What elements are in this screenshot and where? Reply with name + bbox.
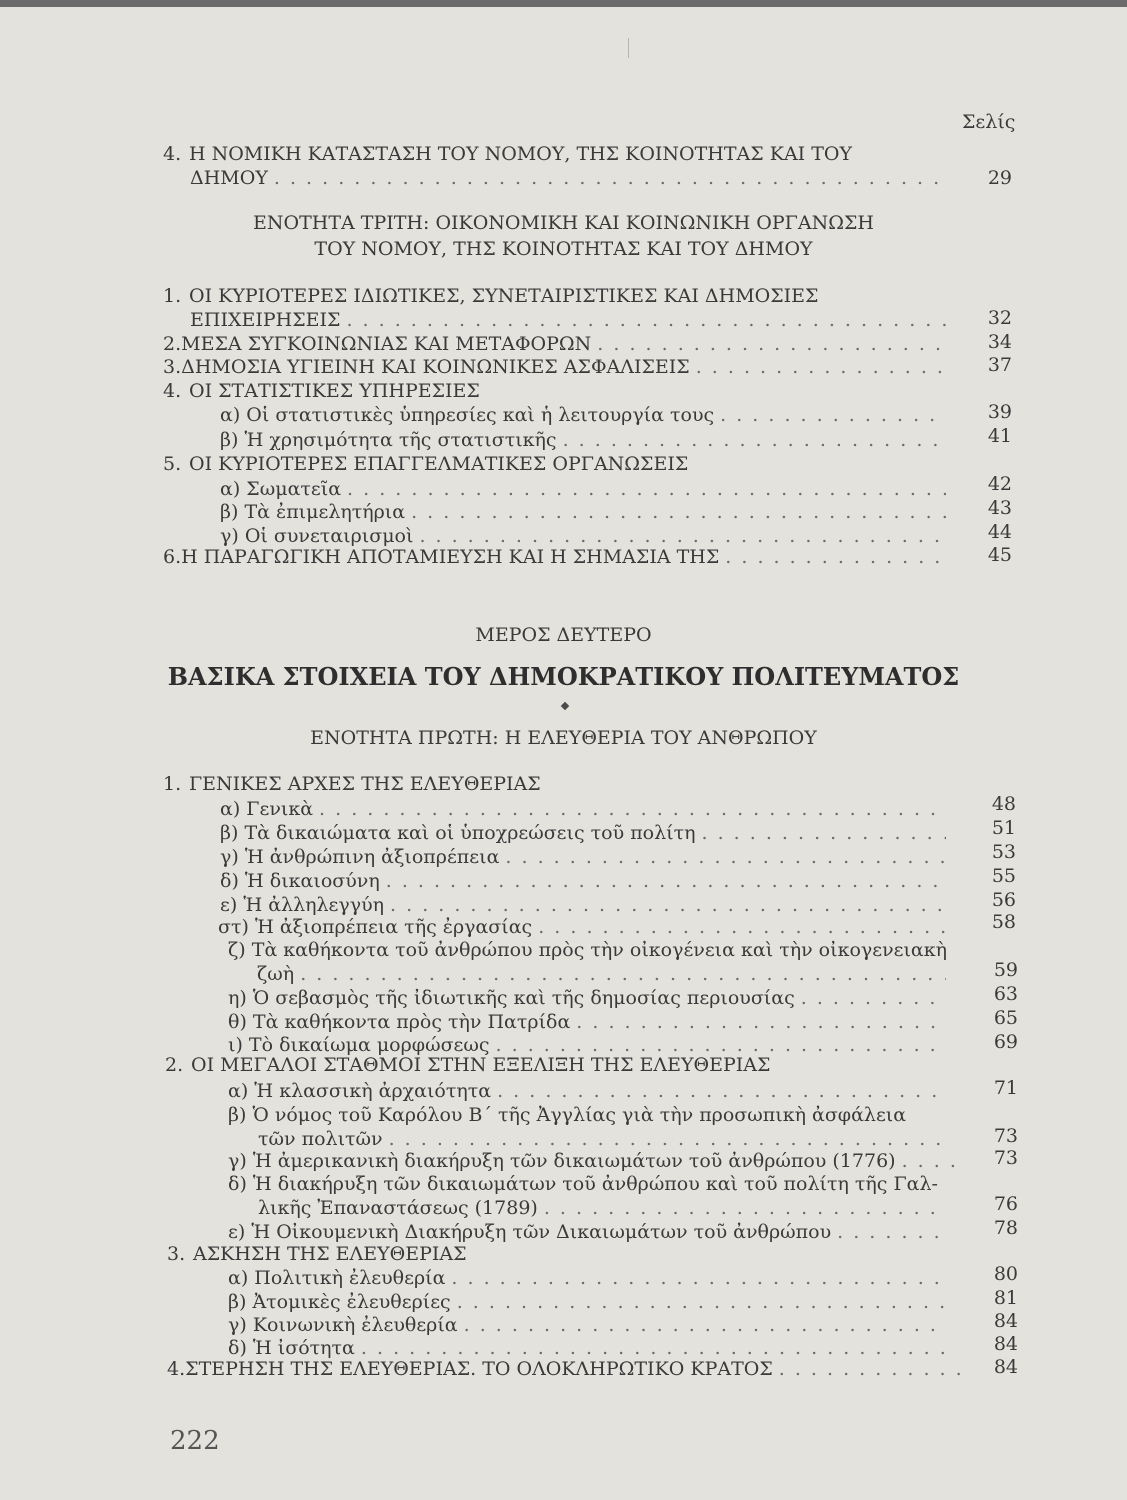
toc-subitem: β) Τὰ ἐπιμελητήρια . . . xyxy=(220,500,950,524)
toc-subitem-line2: λικῆς Ἐπαναστάσεως (1789) . . . xyxy=(258,1196,950,1220)
toc-subitem: β) Ἀτομικὲς ἐλευθερίες . . . xyxy=(228,1290,950,1314)
toc-subitem: α) Γενικὰ . . . xyxy=(220,797,950,821)
toc-page-number: 44 xyxy=(987,521,1012,543)
toc-subitem: δ) Ἡ ἰσότητα . . . xyxy=(228,1336,950,1360)
toc-page-number: 65 xyxy=(993,1007,1018,1029)
toc-page-number: 45 xyxy=(987,544,1012,566)
toc-subitem-line1: δ) Ἡ διακήρυξη τῶν δικαιωμάτων τοῦ ἀνθρώπου καὶ τοῦ πολίτη τῆς Γαλ- xyxy=(228,1173,938,1195)
toc-page-number: 63 xyxy=(993,983,1018,1005)
toc-subitem-line1: β) Ὁ νόμος τοῦ Καρόλου Β΄ τῆς Ἀγγλίας γιὰ τὴν προσωπικὴ ἀσφάλεια xyxy=(228,1104,907,1126)
toc-subitem: η) Ὁ σεβασμὸς τῆς ἰδιωτικῆς καὶ τῆς δημοσίας περιουσίας . . . xyxy=(228,986,950,1010)
toc-subitem: α) Πολιτικὴ ἐλευθερία . . . xyxy=(228,1266,950,1290)
toc-item-s3-4: 4. ΟΙ ΣΤΑΤΙΣΤΙΚΕΣ ΥΠΗΡΕΣΙΕΣ xyxy=(163,380,480,402)
toc-subitem: β) Τὰ δικαιώματα καὶ οἱ ὑποχρεώσεις τοῦ πολίτη . . . xyxy=(220,821,950,845)
toc-subitem: θ) Τὰ καθήκοντα πρὸς τὴν Πατρίδα . . . xyxy=(228,1010,950,1034)
toc-subitem: γ) Κοινωνικὴ ἐλευθερία . . . xyxy=(228,1313,950,1337)
toc-page-number: 73 xyxy=(993,1147,1018,1169)
toc-page-number: 48 xyxy=(991,793,1016,815)
toc-subitem: γ) Οἱ συνεταιρισμοὶ . . . xyxy=(220,524,950,548)
toc-item-s3-1-line1: 1. ΟΙ ΚΥΡΙΟΤΕΡΕΣ ΙΔΙΩΤΙΚΕΣ, ΣΥΝΕΤΑΙΡΙΣΤΙΚΕΣ ΚΑΙ ΔΗΜΟΣΙΕΣ xyxy=(163,285,819,307)
toc-page-number: 78 xyxy=(993,1217,1018,1239)
section-heading: ΕΝΟΤΗΤΑ ΠΡΩΤΗ: Η ΕΛΕΥΘΕΡΙΑ ΤΟΥ ΑΝΘΡΩΠΟΥ xyxy=(310,727,817,749)
toc-page-number: 59 xyxy=(993,959,1018,981)
toc-subitem: α) Ἡ κλασσικὴ ἀρχαιότητα . . . xyxy=(228,1079,950,1103)
toc-item-p2-1: 1. ΓΕΝΙΚΕΣ ΑΡΧΕΣ ΤΗΣ ΕΛΕΥΘΕΡΙΑΣ xyxy=(163,773,541,795)
toc-item-p2-2: 2. ΟΙ ΜΕΓΑΛΟΙ ΣΤΑΘΜΟΙ ΣΤΗΝ ΕΞΕΛΙΞΗ ΤΗΣ ΕΛΕΥΘΕΡΙΑΣ xyxy=(165,1054,771,1076)
section-heading-line1: ΕΝΟΤΗΤΑ ΤΡΙΤΗ: ΟΙΚΟΝΟΜΙΚΗ ΚΑΙ ΚΟΙΝΩΝΙΚΗ ΟΡΓΑΝΩΣΗ xyxy=(253,212,874,234)
toc-subitem: α) Οἱ στατιστικὲς ὑπηρεσίες καὶ ἡ λειτουργία τους . . . xyxy=(220,403,950,427)
toc-page-number: 81 xyxy=(993,1287,1018,1309)
toc-subitem: ε) Ἡ Οἰκουμενικὴ Διακήρυξη τῶν Δικαιωμάτων τοῦ ἀνθρώπου . . . xyxy=(228,1220,950,1244)
toc-page-number: 29 xyxy=(987,167,1012,189)
toc-subitem: β) Ἡ χρησιμότητα τῆς στατιστικῆς . . . xyxy=(220,428,950,452)
section-heading-line2: ΤΟΥ ΝΟΜΟΥ, ΤΗΣ ΚΟΙΝΟΤΗΤΑΣ ΚΑΙ ΤΟΥ ΔΗΜΟΥ xyxy=(314,238,813,260)
toc-page-number: 55 xyxy=(991,865,1016,887)
toc-page-number: 58 xyxy=(991,911,1016,933)
toc-subitem-line2: τῶν πολιτῶν . . . xyxy=(258,1127,950,1151)
folio-page-number: 222 xyxy=(170,1426,220,1456)
toc-subitem: γ) Ἡ ἀνθρώπινη ἀξιοπρέπεια . . . xyxy=(220,845,950,869)
toc-subitem-line1: ζ) Τὰ καθήκοντα τοῦ ἀνθρώπου πρὸς τὴν οἰκογένεια καὶ τὴν οἰκογενειακὴ xyxy=(228,939,948,961)
ornament-diamond-icon xyxy=(561,702,569,710)
toc-subitem: δ) Ἡ δικαιοσύνη . . . xyxy=(220,869,950,893)
toc-item-p2-4: 4. ΣΤΕΡΗΣΗ ΤΗΣ ΕΛΕΥΘΕΡΙΑΣ. ΤΟ ΟΛΟΚΛΗΡΩΤΙΚΟ ΚΡΑΤΟΣ . . . xyxy=(167,1357,967,1381)
toc-page-number: 43 xyxy=(987,497,1012,519)
toc-subitem-line2: ζωὴ . . . xyxy=(257,962,950,986)
toc-page-number: 32 xyxy=(987,307,1012,329)
toc-page-number: 53 xyxy=(991,841,1016,863)
toc-item-4-line1: 4. Η ΝΟΜΙΚΗ ΚΑΤΑΣΤΑΣΗ ΤΟΥ ΝΟΜΟΥ, ΤΗΣ ΚΟΙΝΟΤΗΤΑΣ ΚΑΙ ΤΟΥ xyxy=(163,143,852,165)
toc-page-number: 80 xyxy=(993,1263,1018,1285)
part-title: ΒΑΣΙΚΑ ΣΤΟΙΧΕΙΑ ΤΟΥ ΔΗΜΟΚΡΑΤΙΚΟΥ ΠΟΛΙΤΕΥΜΑΤΟΣ xyxy=(167,662,960,691)
toc-subitem: α) Σωματεῖα . . . xyxy=(220,477,950,501)
toc-page-number: 71 xyxy=(993,1077,1018,1099)
toc-subitem: στ) Ἡ ἀξιοπρέπεια τῆς ἐργασίας . . . xyxy=(218,915,950,939)
toc-page-number: 73 xyxy=(993,1125,1018,1147)
toc-subitem: γ) Ἡ ἀμερικανικὴ διακήρυξη τῶν δικαιωμάτων τοῦ ἀνθρώπου (1776) . . . xyxy=(228,1149,970,1173)
toc-page-number: 84 xyxy=(993,1356,1018,1378)
toc-page-number: 34 xyxy=(987,331,1012,353)
toc-page-number: 37 xyxy=(987,354,1012,376)
pages-column-label: Σελίς xyxy=(962,111,1016,133)
toc-item-s3-1-line2: ΕΠΙΧΕΙΡΗΣΕΙΣ . . . xyxy=(190,308,950,332)
toc-page-number: 41 xyxy=(987,425,1012,447)
toc-item-p2-3: 3. ΑΣΚΗΣΗ ΤΗΣ ΕΛΕΥΘΕΡΙΑΣ xyxy=(167,1243,467,1265)
toc-page-number: 84 xyxy=(993,1333,1018,1355)
toc-page-number: 56 xyxy=(991,889,1016,911)
toc-subitem: ι) Τὸ δικαίωμα μορφώσεως . . . xyxy=(228,1033,950,1057)
toc-item-4-line2: ΔΗΜΟΥ . . . xyxy=(190,166,950,190)
toc-subitem: ε) Ἡ ἀλληλεγγύη . . . xyxy=(220,893,950,917)
toc-page-number: 69 xyxy=(993,1031,1018,1053)
toc-item-s3-5: 5. ΟΙ ΚΥΡΙΟΤΕΡΕΣ ΕΠΑΓΓΕΛΜΑΤΙΚΕΣ ΟΡΓΑΝΩΣΕΙΣ xyxy=(163,453,689,475)
toc-item-s3-3: 3. ΔΗΜΟΣΙΑ ΥΓΙΕΙΝΗ ΚΑΙ ΚΟΙΝΩΝΙΚΕΣ ΑΣΦΑΛΙΣΕΙΣ . . . xyxy=(163,355,950,379)
toc-page-number: 84 xyxy=(993,1310,1018,1332)
part-label: ΜΕΡΟΣ ΔΕΥΤΕΡΟ xyxy=(475,624,652,646)
toc-page-number: 51 xyxy=(991,817,1016,839)
toc-item-s3-2: 2. ΜΕΣΑ ΣΥΓΚΟΙΝΩΝΙΑΣ ΚΑΙ ΜΕΤΑΦΟΡΩΝ . . . xyxy=(163,332,950,356)
toc-item-s3-6: 6. Η ΠΑΡΑΓΩΓΙΚΗ ΑΠΟΤΑΜΙΕΥΣΗ ΚΑΙ Η ΣΗΜΑΣΙΑ ΤΗΣ . . . xyxy=(163,545,950,569)
toc-page-number: 76 xyxy=(993,1193,1018,1215)
toc-page-number: 39 xyxy=(987,401,1012,423)
toc-page-number: 42 xyxy=(987,473,1012,495)
